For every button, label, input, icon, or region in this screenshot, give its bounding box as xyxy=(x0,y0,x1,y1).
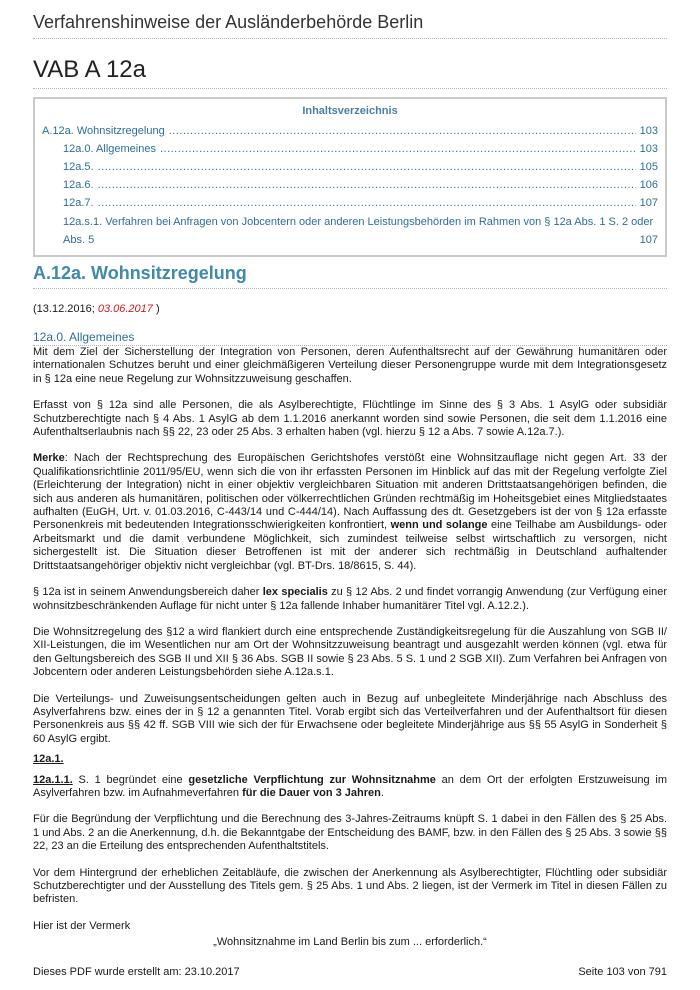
toc-entry-page: 107 xyxy=(639,197,658,209)
toc-entry[interactable] xyxy=(42,213,658,249)
toc-entry-label: 12a.5. xyxy=(63,161,94,173)
paragraph: Merke: Nach der Rechtsprechung des Europäischen Gerichtshofes verstößt eine Wohnsitzauflage nicht gegen Art. 33 der Qualifikationsrichtlinie 2011/95/EU, wenn sich die von ihr erfassten Personen im Hinblick auf das mit der Regelung verfolgte Ziel (Erleichterung der Integration) nicht in einer objektiv vergleichbaren Situation mit anderen Drittstaatsangehörigen befinden, die sich aus anderen als humanitären, politischen oder völkerrechtlichen Gründen rechtmäßig im Hoheitsgebiet eines Mitgliedstaates aufhalten (EuGH, Urt. v. 01.03.2016, C-443/14 und C-444/14). Nach Auffassung des dt. Gesetzgebers ist der von § 12a erfasste Personenkreis mit bedeutenden Integrationsschwierigkeiten konfrontiert, wenn und solange eine Teilhabe am Ausbildungs- oder Arbeitsmarkt und die damit verbundene Möglichkeit, sich zumindest teilweise selbst wirtschaftlich zu versorgen, nicht sichergestellt ist. Die Situation dieser Betroffenen ist mit der anderer sich rechtmäßig in Deutschland aufhaltender Drittstaatsangehöriger objektiv nicht vergleichbar (vgl. BT-Drs. 18/8615, S. 44). xyxy=(33,452,667,572)
quoted-notation: „Wohnsitznahme im Land Berlin bis zum ... erforderlich.“ xyxy=(213,936,487,949)
paragraph: § 12a ist in seinem Anwendungsbereich daher lex specialis zu § 12 Abs. 2 und findet vorrangig Anwendung (zur Verfügung einer wohnsitzbeschränkenden Auflage für nicht unter § 12a fallende Inhaber humanitärer Titel vgl. A.12.2.). xyxy=(33,586,667,612)
paragraph: Für die Begründung der Verpflichtung und die Berechnung des 3-Jahres-Zeitraums knüpft S. 1 dabei in den Fällen des § 25 Abs. 1 und Abs. 2 an die Anerkennung, d.h. die Bekanntgabe der Entscheidung des BAMF, bzw. in den Fällen des § 25 Abs. 3 sowie §§ 22, 23 an die Erteilung des entsprechenden Aufenthaltstitels. xyxy=(33,813,667,853)
page-footer xyxy=(33,966,667,978)
toc-entry-label: A.12a. Wohnsitzregelung xyxy=(42,125,165,137)
subsection-heading: 12a.0. Allgemeines xyxy=(33,330,667,346)
paragraph: Erfasst von § 12a sind alle Personen, die als Asylberechtigte, Flüchtlinge im Sinne des § 3 Abs. 1 AsylG oder subsidiär Schutzberechtigte nach § 4 Abs. 1 AsylG ab dem 1.1.2016 anerkannt worden sind sowie Personen, die seit dem 1.1.2016 eine Aufenthaltserlaubnis nach §§ 22, 23 oder 25 Abs. 3 erhalten haben (vgl. hierzu § 12 a Abs. 7 sowie A.12a.7.). xyxy=(33,399,667,439)
toc-entry-label: 12a.0. Allgemeines xyxy=(63,143,156,155)
paragraph: Mit dem Ziel der Sicherstellung der Integration von Personen, deren Aufenthaltsrecht auf der Gewährung humanitären oder internationalen Schutzes beruht und einer gleichmäßigeren Verteilung dieser Personengruppe wurde mit dem Integrationsgesetz in § 12a eine neue Regelung zur Wohnsitzzuweisung geschaffen. xyxy=(33,346,667,385)
site-title: Verfahrenshinweise der Ausländerbehörde Berlin xyxy=(33,12,667,39)
toc-entry-page: 105 xyxy=(639,161,658,173)
toc-entry-page: 107 xyxy=(639,234,658,246)
page-number: Seite 103 von 791 xyxy=(578,966,667,978)
section-title: A.12a. Wohnsitzregelung xyxy=(33,263,667,289)
paragraph: Die Wohnsitzregelung des §12 a wird flankiert durch eine entsprechende Zuständigkeitsregelung für die Auszahlung von SGB II/ XII-Leistungen, die im Wesentlichen nur am Ort der Wohnsitzzuweisung beantragt und ausgezahlt werden können (vgl. etwa für den Geltungsbereich des SGB II und XII § 36 Abs. SGB II sowie § 23 Abs. 5 S. 1 und 2 SGB XII). Zum Verfahren bei Anfragen von Jobcentern oder anderen Leistungsbehörden siehe A.12a.s.1. xyxy=(33,625,667,679)
toc-entry-label: 12a.s.1. Verfahren bei Anfragen von Jobcentern oder anderen Leistungsbehörden im Rahmen von § 12a Abs. 1 S. 2 oder xyxy=(63,216,654,228)
date-line: (13.12.2016; 03.06.2017 ) xyxy=(33,303,160,315)
section-anchor: 12a.1. xyxy=(33,753,64,766)
toc-entry[interactable] xyxy=(42,141,658,159)
document-title: VAB A 12a xyxy=(33,56,667,89)
paragraph: Hier ist der Vermerk xyxy=(33,919,131,932)
table-of-contents xyxy=(33,97,667,257)
toc-entry-label-cont: Abs. 5 xyxy=(63,234,95,246)
creation-date: Dieses PDF wurde erstellt am: 23.10.2017 xyxy=(33,966,240,978)
updated-date: 03.06.2017 xyxy=(97,303,153,315)
document-page xyxy=(33,0,667,948)
toc-entry-label: 12a.7. xyxy=(63,197,94,209)
paragraph: Vor dem Hintergrund der erheblichen Zeitabläufe, die zwischen der Anerkennung als Asylberechtigter, Flüchtling oder subsidiär Schutzberechtigter und der Ausstellung des Titels gem. § 25 Abs. 1 und Abs. 2 liegen, ist der Vermerk im Titel in diesen Fällen zu befristen. xyxy=(33,866,667,906)
paragraph: 12a.1.1. S. 1 begründet eine gesetzliche Verpflichtung zur Wohnsitznahme an dem Ort der erfolgten Erstzuweisung im Asylverfahren bzw. im Aufnahmeverfahren für die Dauer von 3 Jahren. xyxy=(33,773,667,799)
toc-entry[interactable] xyxy=(42,195,658,213)
toc-entry-page: 103 xyxy=(639,125,658,137)
toc-entry-label: 12a.6. xyxy=(63,179,94,191)
paragraph: Die Verteilungs- und Zuweisungsentscheidungen gelten auch in Bezug auf unbegleitete Minderjährige nach Abschluss des Asylverfahrens bzw. eines der in § 12 a genannten Titel. Vorab ergibt sich das Verteilverfahren und der Aufenthaltsort für diesen Personenkreis aus §§ 42 ff. SGB VIII wie sich der für Erwachsene oder begleitete Minderjährige aus §§ 55 AsylG in Sonderheit § 60 AsylG ergibt. xyxy=(33,692,667,745)
toc-entry[interactable] xyxy=(42,177,658,195)
toc-entry[interactable] xyxy=(42,159,658,177)
toc-entry-page: 103 xyxy=(639,143,658,155)
toc-heading: Inhaltsverzeichnis xyxy=(302,105,398,117)
toc-entry[interactable] xyxy=(42,123,658,141)
toc-entry-page: 106 xyxy=(639,179,658,191)
